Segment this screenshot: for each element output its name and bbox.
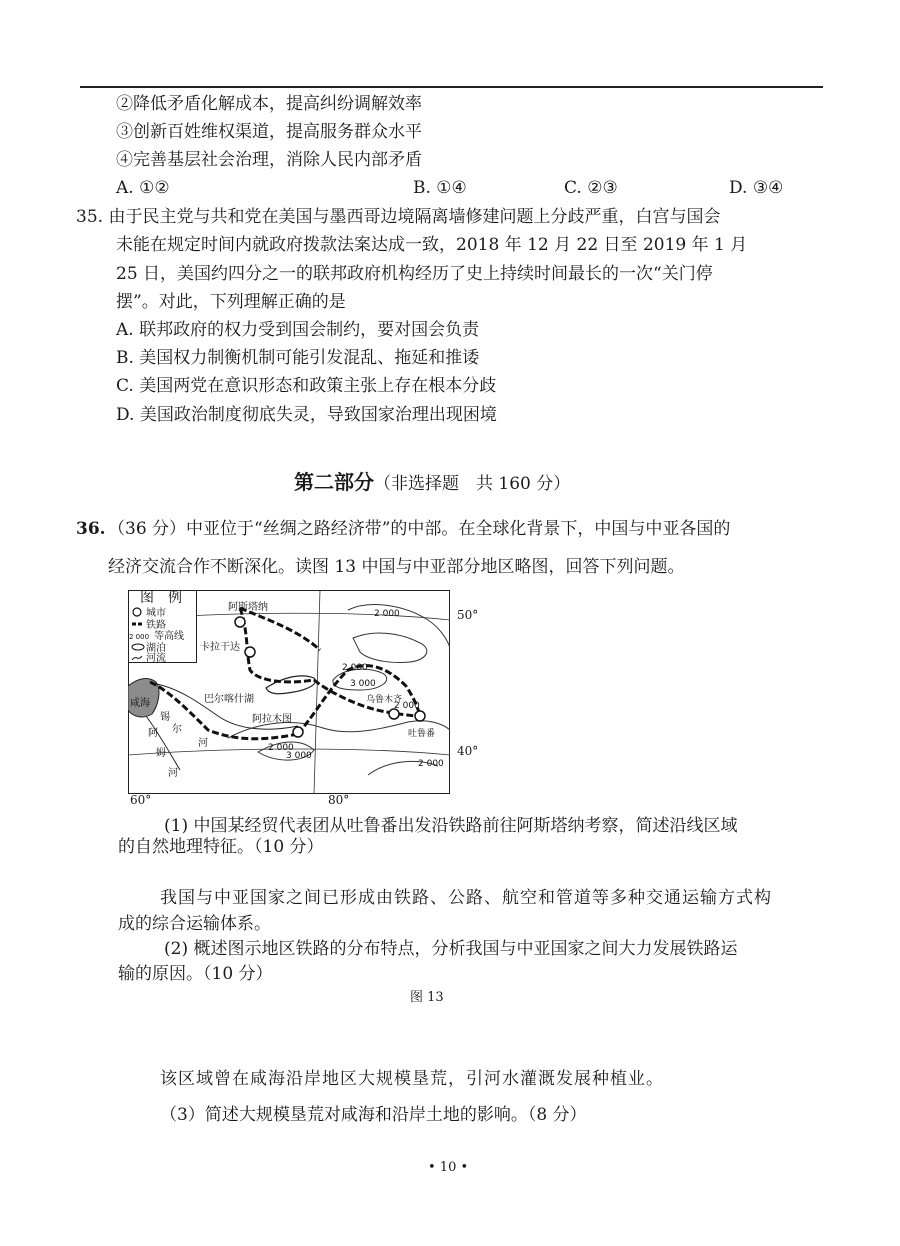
q36-info1-line1: 我国与中亚国家之间已形成由铁路、公路、航空和管道等多种交通运输方式构: [160, 888, 772, 908]
karaganda-city-marker: [245, 647, 255, 657]
contour-label: 2 000: [374, 609, 400, 619]
turpan-label: 吐鲁番: [408, 729, 436, 739]
q35-choice-a: A. 联邦政府的权力受到国会制约，要对国会负责: [116, 320, 480, 340]
legend-city-symbol: [133, 608, 141, 616]
legend-city-label: 城市: [146, 608, 166, 619]
almaty-label: 阿拉木图: [252, 714, 292, 725]
aral-label: 咸海: [130, 698, 150, 709]
q36-number: 36.: [76, 519, 106, 539]
section2-heading: [294, 466, 570, 495]
contour-label: 2 000: [268, 743, 294, 753]
header-rule: [80, 86, 823, 88]
prev-option-3: ③创新百姓维权渠道，提高服务群众水平: [116, 122, 422, 142]
q36-sub1-line1: (1) 中国某经贸代表团从吐鲁番出发沿铁路前往阿斯塔纳考察，简述沿线区域: [164, 816, 738, 836]
q36-sub3: （3）简述大规模垦荒对咸海和沿岸土地的影响。（8 分）: [160, 1105, 587, 1125]
contour-label: 3 000: [350, 679, 376, 689]
lat-50-label: 50°: [457, 608, 479, 622]
syr-label-2: 尔: [172, 724, 182, 735]
q35-stem-line2: 未能在规定时间内就政府拨款法案达成一致，2018 年 12 月 22 日至 2019 年 1 月: [116, 235, 748, 255]
amu-label-2: 姆: [156, 748, 166, 759]
q36-stem-line2: 经济交流合作不断深化。读图 13 中国与中亚部分地区略图，回答下列问题。: [108, 557, 685, 577]
legend-lake-symbol: [132, 644, 144, 650]
contour-label: 2 000: [394, 701, 420, 711]
astana-city-marker: [235, 617, 245, 627]
q36-sub2-line1: (2) 概述图示地区铁路的分布特点，分析我国与中亚国家之间大力发展铁路运: [164, 939, 738, 959]
q35-stem-line4: 摆”。对此，下列理解正确的是: [116, 292, 346, 312]
legend-rail-label: 铁路: [146, 620, 166, 631]
syr-label-3: 河: [198, 738, 208, 749]
legend-title: 图 例: [140, 590, 182, 606]
q35-stem-line1: 35. 由于民主党与共和党在美国与墨西哥边境隔离墙修建问题上分歧严重，白宫与国会: [76, 207, 721, 227]
turpan-city-marker: [415, 711, 425, 721]
legend-lake-label: 湖泊: [146, 643, 166, 654]
prev-option-2: ②降低矛盾化解成本，提高纠纷调解效率: [116, 94, 422, 114]
section2-subtitle: （非选择题 共 160 分）: [374, 474, 571, 494]
amu-label-3: 河: [168, 768, 178, 779]
section2-title: 第二部分: [294, 470, 374, 494]
q36-sub1-line2: 的自然地理特征。（10 分）: [118, 837, 324, 857]
central-asia-map: [128, 590, 450, 794]
page-number: • 10 •: [428, 1160, 469, 1175]
q36-sub2-line2: 输的原因。（10 分）: [118, 964, 273, 984]
q36-info2: 该区域曾在咸海沿岸地区大规模垦荒，引河水灌溉发展种植业。: [160, 1069, 664, 1089]
prev-choice-b: B. ①④: [413, 178, 467, 198]
q35-choice-c: C. 美国两党在意识形态和政策主张上存在根本分歧: [116, 376, 497, 396]
q36-stem-line1: （36 分）中亚位于“丝绸之路经济带”的中部。在全球化背景下，中国与中亚各国的: [108, 519, 731, 539]
urumqi-label: 乌鲁木齐: [366, 695, 403, 705]
prev-option-4: ④完善基层社会治理，消除人民内部矛盾: [116, 150, 422, 170]
contour-label: 2 000: [342, 663, 368, 673]
syr-label-1: 锡: [160, 712, 170, 723]
q35-stem-line3: 25 日，美国约四分之一的联邦政府机构经历了史上持续时间最长的一次“关门停: [116, 264, 713, 284]
prev-choice-a: A. ①②: [116, 178, 170, 198]
q36-info1-line2: 成的综合运输体系。: [118, 914, 271, 934]
contour-label: 3 000: [286, 751, 312, 761]
astana-label: 阿斯塔纳: [228, 602, 268, 613]
legend-contour-value: 2 000: [129, 633, 150, 641]
legend-river-label: 河流: [146, 653, 166, 664]
balkhash-label: 巴尔喀什湖: [204, 694, 254, 705]
q35-choice-d: D. 美国政治制度彻底失灵，导致国家治理出现困境: [116, 405, 497, 425]
karaganda-label: 卡拉干达: [200, 642, 240, 653]
q35-choice-b: B. 美国权力制衡机制可能引发混乱、拖延和推诿: [116, 348, 480, 368]
prev-choice-d: D. ③④: [729, 178, 784, 198]
almaty-city-marker: [293, 727, 303, 737]
legend-contour-label: 等高线: [154, 631, 184, 642]
lon-60-label: 60°: [130, 793, 152, 807]
figure-caption: 图 13: [410, 990, 444, 1005]
lon-80-label: 80°: [328, 793, 350, 807]
contour-label: 2 000: [418, 759, 444, 769]
lat-40-label: 40°: [457, 744, 479, 758]
prev-choice-c: C. ②③: [564, 178, 618, 198]
amu-label-1: 阿: [148, 728, 158, 739]
